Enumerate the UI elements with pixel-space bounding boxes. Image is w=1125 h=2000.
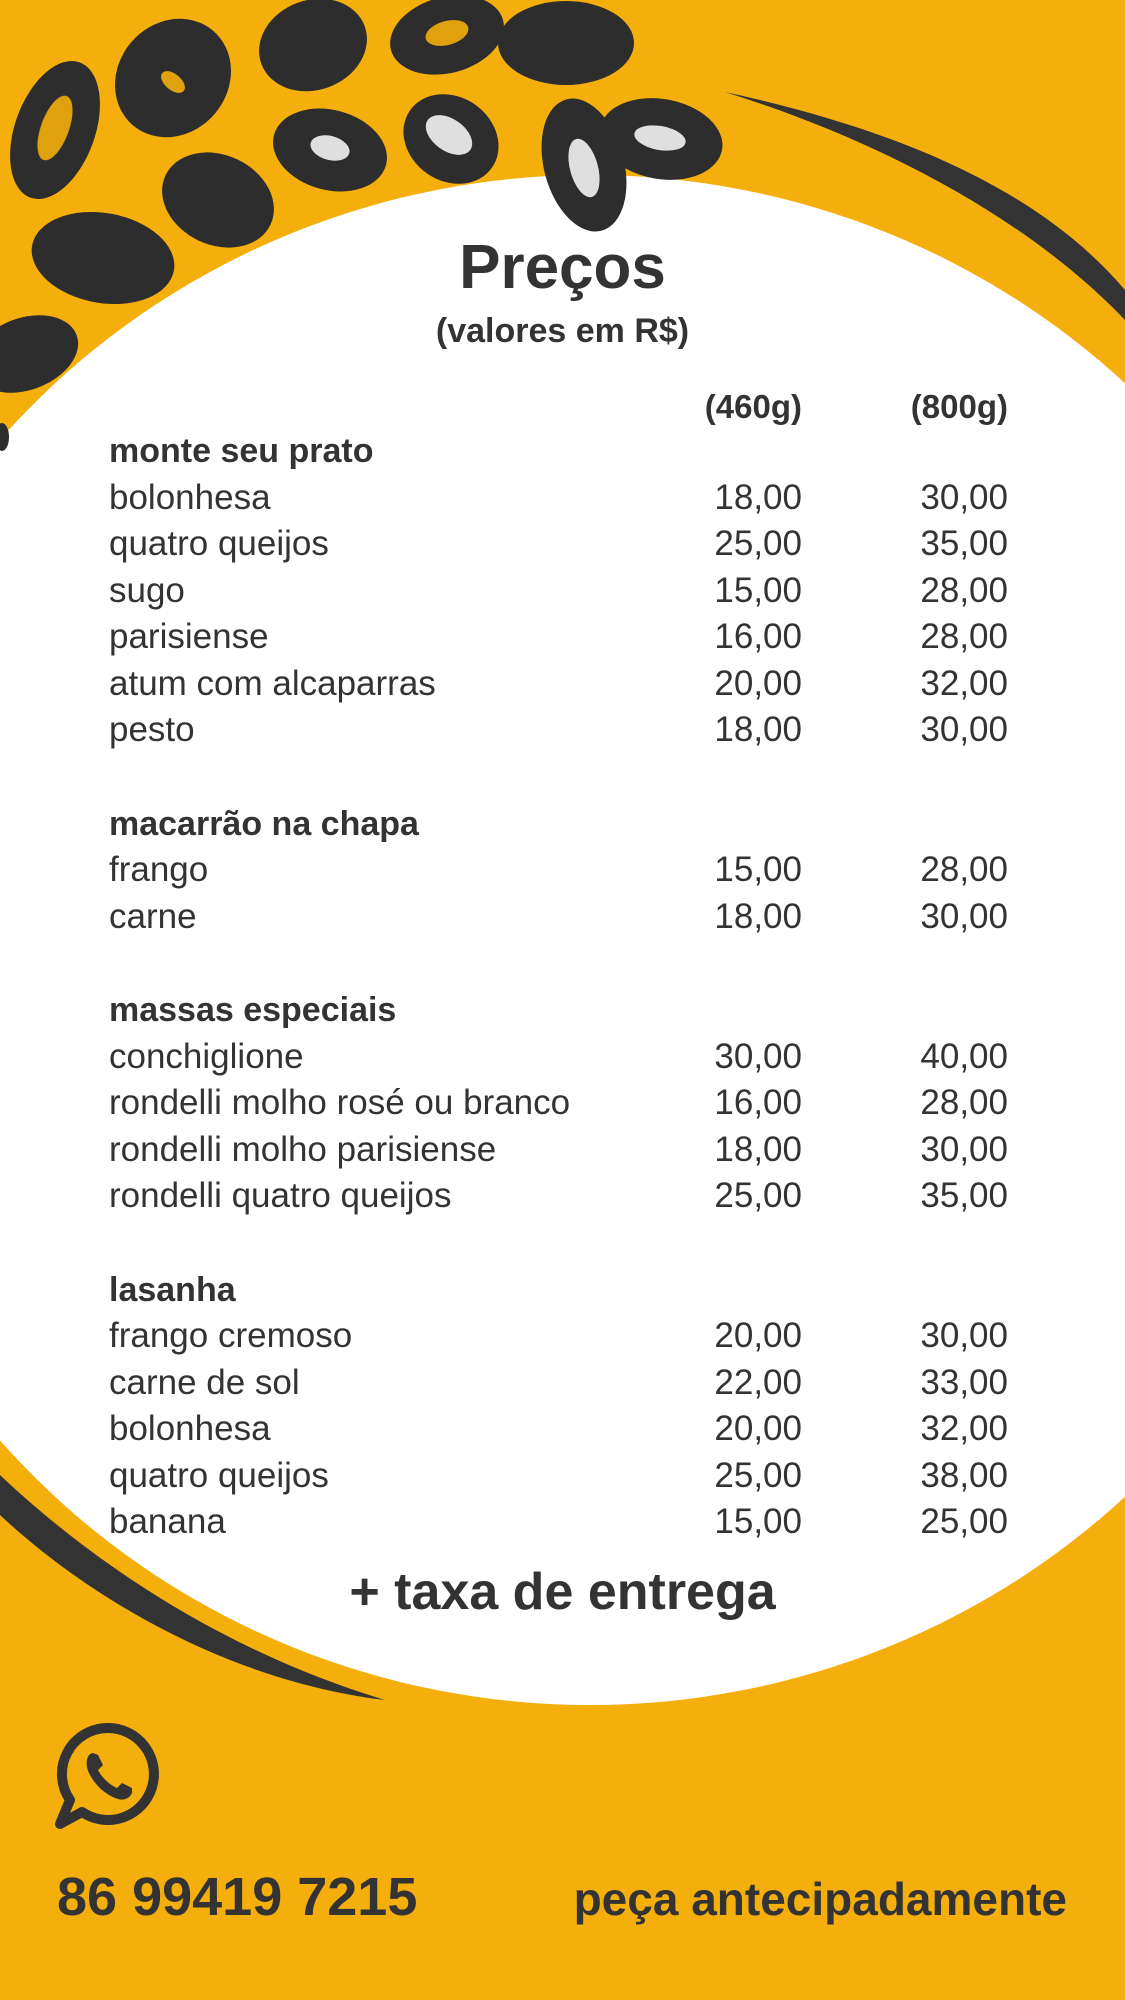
page-subtitle: (valores em R$) bbox=[435, 312, 690, 350]
price-460g: 16,00 bbox=[714, 617, 802, 656]
menu-row bbox=[109, 614, 1009, 661]
section-title: lasanha bbox=[109, 1270, 236, 1309]
price-460g: 15,00 bbox=[714, 1502, 802, 1541]
price-460g: 15,00 bbox=[714, 850, 802, 889]
price-460g: 18,00 bbox=[714, 710, 802, 749]
menu-row bbox=[109, 475, 1009, 522]
menu-row bbox=[109, 1034, 1009, 1081]
price-800g: 33,00 bbox=[920, 1362, 1008, 1402]
price-800g: 30,00 bbox=[920, 896, 1008, 936]
item-name: atum com alcaparras bbox=[109, 663, 436, 703]
price-460g: 20,00 bbox=[714, 1316, 802, 1355]
item-name: bolonhesa bbox=[109, 1409, 271, 1448]
price-460g: 18,00 bbox=[714, 896, 802, 936]
menu-row bbox=[109, 1127, 1009, 1174]
price-800g: 32,00 bbox=[920, 663, 1008, 703]
item-name: pesto bbox=[109, 710, 195, 749]
item-name: banana bbox=[109, 1502, 226, 1541]
price-460g: 20,00 bbox=[714, 663, 802, 703]
order-note: peça antecipadamente bbox=[573, 1873, 1067, 1925]
price-800g: 38,00 bbox=[920, 1455, 1008, 1495]
menu-row bbox=[109, 894, 1009, 941]
column-header-800g: (800g) bbox=[910, 388, 1008, 425]
menu-row bbox=[109, 568, 1009, 615]
item-name: frango bbox=[109, 850, 209, 889]
item-name: quatro queijos bbox=[109, 1455, 329, 1495]
menu-row bbox=[109, 1360, 1009, 1407]
price-800g: 30,00 bbox=[920, 1316, 1008, 1355]
price-460g: 18,00 bbox=[714, 1129, 802, 1169]
item-name: parisiense bbox=[109, 617, 269, 656]
price-460g: 16,00 bbox=[714, 1083, 802, 1122]
item-name: rondelli molho rosé ou branco bbox=[109, 1083, 571, 1122]
item-name: carne bbox=[109, 896, 197, 936]
price-800g: 28,00 bbox=[920, 1083, 1008, 1122]
price-460g: 20,00 bbox=[714, 1409, 802, 1448]
price-800g: 28,00 bbox=[920, 570, 1008, 610]
price-800g: 32,00 bbox=[920, 1409, 1008, 1448]
price-800g: 25,00 bbox=[920, 1502, 1008, 1541]
item-name: conchiglione bbox=[109, 1036, 304, 1076]
price-800g: 28,00 bbox=[920, 617, 1008, 656]
price-460g: 22,00 bbox=[714, 1362, 802, 1402]
phone-number[interactable]: 86 99419 7215 bbox=[57, 1867, 418, 1927]
section-macarrao-na-chapa bbox=[109, 801, 1009, 941]
price-460g: 25,00 bbox=[714, 1176, 802, 1215]
section-title: monte seu prato bbox=[109, 432, 374, 470]
menu-row bbox=[109, 847, 1009, 894]
item-name: carne de sol bbox=[109, 1362, 300, 1402]
menu-row bbox=[109, 1453, 1009, 1500]
section-monte-seu-prato bbox=[109, 428, 1009, 754]
menu-row bbox=[109, 661, 1009, 708]
item-name: rondelli quatro queijos bbox=[109, 1176, 452, 1215]
price-list bbox=[109, 428, 1009, 1593]
menu-row bbox=[109, 1173, 1009, 1220]
column-header-460g: (460g) bbox=[704, 388, 802, 425]
price-460g: 18,00 bbox=[714, 477, 802, 517]
item-name: quatro queijos bbox=[109, 524, 329, 563]
item-name: sugo bbox=[109, 570, 185, 610]
menu-row bbox=[109, 1313, 1009, 1360]
menu-row bbox=[109, 1080, 1009, 1127]
price-800g: 30,00 bbox=[920, 1129, 1008, 1169]
price-800g: 30,00 bbox=[920, 477, 1008, 517]
delivery-fee-note: + taxa de entrega bbox=[349, 1563, 776, 1621]
menu-row bbox=[109, 521, 1009, 568]
price-800g: 28,00 bbox=[920, 850, 1008, 889]
price-800g: 40,00 bbox=[920, 1036, 1008, 1076]
price-460g: 30,00 bbox=[714, 1036, 802, 1076]
price-460g: 25,00 bbox=[714, 1455, 802, 1495]
section-title: massas especiais bbox=[109, 991, 397, 1029]
price-800g: 35,00 bbox=[920, 524, 1008, 563]
item-name: rondelli molho parisiense bbox=[109, 1129, 497, 1169]
item-name: frango cremoso bbox=[109, 1316, 353, 1355]
section-title: macarrão na chapa bbox=[109, 804, 419, 843]
price-800g: 30,00 bbox=[920, 710, 1008, 749]
price-460g: 25,00 bbox=[714, 524, 802, 563]
whatsapp-icon[interactable] bbox=[52, 1720, 164, 1832]
menu-row bbox=[109, 1499, 1009, 1546]
menu-row bbox=[109, 1406, 1009, 1453]
menu-row bbox=[109, 707, 1009, 754]
price-460g: 15,00 bbox=[714, 570, 802, 610]
page-title: Preços bbox=[459, 233, 666, 302]
section-lasanha bbox=[109, 1267, 1009, 1546]
section-massas-especiais bbox=[109, 987, 1009, 1220]
item-name: bolonhesa bbox=[109, 477, 271, 517]
price-800g: 35,00 bbox=[920, 1176, 1008, 1215]
